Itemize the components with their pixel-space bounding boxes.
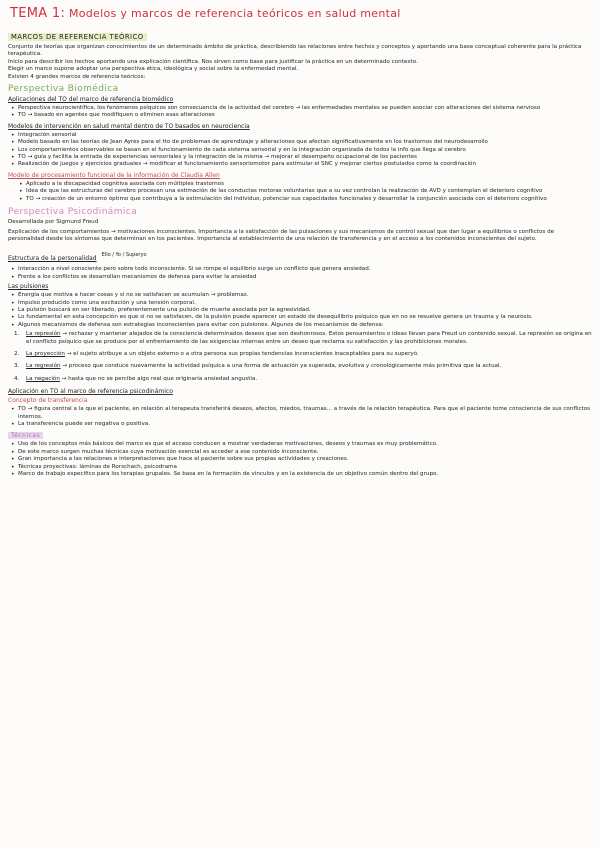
list-item: • Los comportamientos observables se basan en el funcionamiento de cada sistema sensorial y en la integración organizada de todos la info que llega al cerebro — [18, 147, 592, 154]
mecanismo-name: La regresión — [26, 363, 61, 370]
list-item: • Algunos mecanismos de defensa son estrategias inconscientes para evitar con pulsiones. Algunos de los mecanismos de defensa: — [18, 322, 592, 329]
tecnicas-label: Técnicas — [8, 432, 43, 439]
marcos-section — [8, 44, 592, 81]
mecanismo-num: 1. — [14, 331, 20, 338]
pulsiones-heading: Las pulsiones — [8, 283, 49, 291]
biomedica-aplic: Aplicaciones del TO del marco de referencia biomédico — [8, 96, 174, 104]
list-item: • De este marco surgen muchas técnicas cuya motivación esencial es acceder a ese contenido inconsciente. — [18, 449, 592, 456]
list-item: • La transferencia puede ser negativa o positiva. — [18, 421, 592, 428]
list-item: • Interacción a nivel consciente pero sobre todo inconsciente. Si se rompe el equilibrio surge un conflicto que genera ansiedad. — [18, 266, 592, 273]
page-title — [10, 6, 592, 21]
mecanismo-text: → proceso que conduce nuevamente la actividad psíquica a una forma de actuación ya superada, evolutiva y cronológicamente más primitiva que la actual. — [62, 363, 502, 370]
list-item: • Aplicado a la discapacidad cognitiva asociada con múltiples trastornos — [26, 181, 592, 188]
estructura-note: Ello / Yo / Superyo — [101, 252, 147, 259]
mecanismo-text: → el sujeto atribuye a un objeto externo o a otra persona sus propias tendencias inconscientes inaceptables para su superyó. — [66, 350, 419, 357]
mecanismo-item — [14, 331, 592, 346]
list-item: • Perspectiva neurocientífica, los fenómenos psíquicos son consecuencia de la actividad del cerebro → las enfermedades mentales se pueden asociar con alteraciones del sistema nervioso — [18, 105, 592, 112]
estructura-heading: Estructura de la personalidad — [8, 255, 97, 263]
mecanismo-name: La negación — [26, 375, 60, 382]
list-item: • Integración sensorial — [18, 132, 592, 139]
list-item: • TO → basado en agentes que modifiquen o eliminen esas alteraciones — [18, 112, 592, 119]
mecanismo-item — [14, 350, 592, 358]
mecanismo-num: 3. — [14, 363, 20, 370]
list-item: • Idea de que las estructuras del cerebro procesan una estimación de las conductas motoras voluntarias que a su vez controlan la realización de AVD y contemplan el deterioro cognitivo — [26, 188, 592, 195]
list-item: • Energía que motiva a hacer cosas y si no se satisfacen se acumulan → problemas. — [18, 292, 592, 299]
biomedica-heading: Perspectiva Biomédica — [8, 84, 119, 95]
psico-desarrollada: Desarrollada por Sigmund Freud — [8, 219, 99, 226]
mecanismos-list — [8, 331, 592, 383]
mecanismo-num: 4. — [14, 375, 20, 382]
list-item: • Modelo basado en las teorías de Jean Ayres para el tto de problemas de aprendizaje y alteraciones que afectan significativamente en los trastornos del neurodesarrollo — [18, 139, 592, 146]
marcos-p4: Existen 4 grandes marcos de referencia teóricos: — [8, 73, 146, 80]
mecanismo-item — [14, 375, 592, 383]
estructura-list — [8, 266, 592, 281]
biomedica-list — [8, 105, 592, 120]
list-item: • La pulsión buscará en ser liberado, preferentemente una pulsión de muerte asociada por la agresividad. — [18, 307, 592, 314]
list-item: • Gran importancia a las relaciones e interpretaciones que hace el paciente sobre sus propias actividades y creaciones. — [18, 456, 592, 463]
mecanismo-name: La represión — [26, 331, 61, 338]
mecanismo-num: 2. — [14, 350, 20, 357]
mecanismo-item — [14, 363, 592, 370]
list-item: • Marco de trabajo específico para los terapias grupales. Se basa en la formación de vínculos y en la existencia de un objetivo común dentro del grupo. — [18, 471, 592, 478]
psico-aplic-heading: Aplicación en TO al marco de referencia psicodinámico — [8, 388, 173, 396]
mecanismo-text: → rechazar y mantener alejados de la consciencia determinados deseos que son deshonrosos. Estos pensamientos o ideas llevan para Freud un contenido sexual. La represión se origina en el conflicto psíquico que se produce por el enfrentamiento de las exigencias internas entre un deseo que reclama su satisfacción y las prohibiciones morales. — [26, 331, 592, 345]
marcos-p3: Elegir un marco supone adoptar una perspectiva ética, ideológica y social sobre la enfermedad mental. — [8, 66, 299, 73]
list-item: • Lo fundamental en esta concepción es que si no se satisfacen, de la pulsión puede aparecer un estado de desequilibrio psíquico que en no se resuelve genera un trauma y la neurosis. — [18, 314, 592, 321]
mecanismo-text: → hasta que no se percibe algo real que originaría ansiedad angustia. — [61, 375, 258, 382]
list-item: • TO → creación de un entorno óptimo que contribuya a la estimulación del individuo, potenciar sus capacidades funcionales y desarrollar la conjunción asociada con el deterioro cognitivo — [26, 196, 592, 203]
mecanismo-name: La proyección — [26, 350, 65, 357]
estructura-row — [8, 245, 592, 264]
procesamiento-heading: Modelo de procesamiento funcional de la información de Claudia Allen — [8, 171, 220, 179]
list-item: • TO → figura central a la que el paciente, en relación al terapeuta transferirá deseos, afectos, miedos, traumas... a través de la relación terapéutica. Para que el paciente tome consciencia de sus conflictos internos. — [18, 406, 592, 421]
marcos-p1: Conjunto de teorías que organizan conocimientos de un determinado ámbito de práctica, describiendo las relaciones entre hechos y conceptos y aportando una base conceptual coherente para la práctica terapéutica. — [8, 44, 582, 58]
list-item: • Frente a los conflictos se desarrollan mecanismos de defensa para evitar la ansiedad — [18, 274, 592, 281]
list-item: • Impulso producido como una excitación y una tensión corporal. — [18, 300, 592, 307]
list-item: • Uso de los conceptos más básicos del marco es que el acceso conducen a mostrar verdaderas motivaciones, deseos y traumas es muy problemático. — [18, 441, 592, 448]
list-item: • TO → guía y facilita la entrada de experiencias sensoriales y la integración de la misma → mejorar el desempeño ocupacional de los pacientes — [18, 154, 592, 161]
marcos-p2: Inicio para describir los hechos aportando una explicación científica. Nos sirven como base para justificar la práctica en un determinado contexto. — [8, 58, 418, 65]
modelos-heading: Modelos de intervención en salud mental dentro de TO basados en neurociencia — [8, 122, 250, 130]
tecnicas-heading — [8, 432, 592, 439]
marcos-heading: MARCOS DE REFERENCIA TEÓRICO — [8, 33, 147, 41]
transferencia-list — [8, 406, 592, 428]
psico-explicacion: Explicación de los comportamientos → motivaciones inconscientes. Importancia a la satisfacción de las pulsaciones y sus mecanismos de control sexual que dan lugar a equilibrios o conflictos de personalidad desde los síntomas que determinan en los pacientes. Importancia al establecimiento de una relación de transferencia y en el acceso a los contenidos inconscientes del sujeto. — [8, 228, 555, 242]
tecnicas-list — [8, 441, 592, 478]
transferencia-heading: Concepto de transferencia — [8, 397, 88, 405]
procesamiento-list — [8, 181, 592, 203]
list-item: • Realización de juegos y ejercicios graduales → modificar el funcionamiento sensoriomotor para estimular el SNC y mejorar ciertos postulados como la coordinación — [18, 161, 592, 168]
pulsiones-list — [8, 292, 592, 329]
title-text: Modelos y marcos de referencia teóricos en salud mental — [68, 7, 401, 20]
psico-heading: Perspectiva Psicodinámica — [8, 207, 138, 218]
title-tema: TEMA 1: — [10, 6, 66, 21]
list-item: • Técnicas proyectivas: láminas de Rorschach, psicodrama — [18, 464, 592, 471]
modelos-list — [8, 132, 592, 169]
